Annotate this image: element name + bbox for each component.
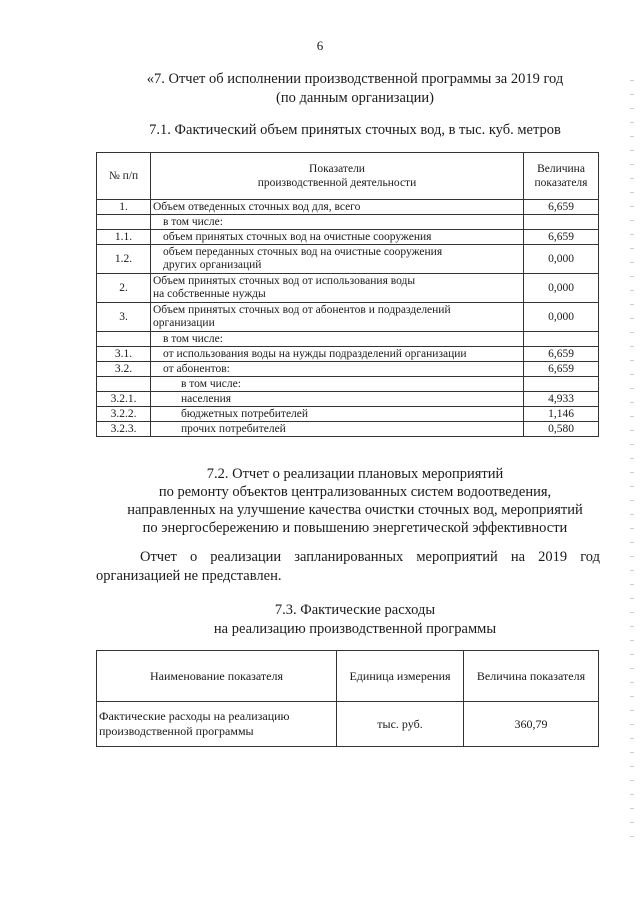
row-num: 3. [97, 303, 151, 332]
row-value: 360,79 [464, 702, 599, 747]
row-value: 6,659 [524, 230, 599, 245]
row-label-line2: других организаций [163, 259, 262, 271]
wastewater-volume-table [96, 152, 599, 437]
row-label: Объем отведенных сточных вод для, всего [151, 200, 524, 215]
row-value: 6,659 [524, 347, 599, 362]
table-row [97, 303, 599, 332]
row-num [97, 377, 151, 392]
page-number: 6 [316, 38, 324, 53]
row-label: бюджетных потребителей [151, 407, 524, 422]
table-row [97, 362, 599, 377]
header-value-line1: Величина [537, 163, 585, 175]
scan-edge-marks [630, 80, 634, 840]
header-value: Величина показателя [464, 651, 599, 702]
table-row [97, 347, 599, 362]
row-value: 0,000 [524, 245, 599, 274]
row-label: населения [151, 392, 524, 407]
section-71-title: 7.1. Фактический объем принятых сточных вод, в тыс. куб. метров [149, 122, 561, 138]
table-row [97, 332, 599, 347]
section-73-line1: 7.3. Фактические расходы [274, 602, 436, 618]
main-heading-line2: (по данным организации) [275, 90, 434, 106]
row-unit: тыс. руб. [337, 702, 464, 747]
row-label-line1: объем переданных сточных вод на очистные сооружения [163, 246, 443, 258]
row-num: 3.2.1. [97, 392, 151, 407]
row-label: объем принятых сточных вод на очистные сооружения [151, 230, 524, 245]
row-num [97, 332, 151, 347]
table-row [97, 245, 599, 274]
row-num: 1.2. [97, 245, 151, 274]
row-label: в том числе: [151, 332, 524, 347]
row-label [151, 245, 524, 274]
table-row [97, 377, 599, 392]
header-value-line2: показателя [534, 177, 588, 189]
row-label: от использования воды на нужды подразделений организации [151, 347, 524, 362]
section-72-line2: по ремонту объектов централизованных систем водоотведения, [158, 484, 552, 500]
row-name-line1: Фактические расходы на реализацию [99, 709, 290, 723]
row-label-line2: организации [153, 317, 215, 329]
header-name: Наименование показателя [97, 651, 337, 702]
row-num: 2. [97, 274, 151, 303]
row-label [151, 274, 524, 303]
row-num: 1. [97, 200, 151, 215]
table-row [97, 407, 599, 422]
report-line1: Отчет о реализации запланированных мероприятий на 2019 год [140, 549, 600, 565]
header-indicator-line2: производственной деятельности [257, 177, 417, 189]
table-row [97, 392, 599, 407]
table-header-row [97, 651, 599, 702]
row-label: в том числе: [151, 377, 524, 392]
row-value: 1,146 [524, 407, 599, 422]
row-num: 3.1. [97, 347, 151, 362]
main-heading-line1: «7. Отчет об исполнении производственной программы за 2019 год [146, 71, 564, 87]
row-value [524, 332, 599, 347]
table-row [97, 274, 599, 303]
row-label-line1: Объем принятых сточных вод от абонентов и подразделений [153, 304, 451, 316]
row-label: прочих потребителей [151, 422, 524, 437]
header-unit: Единица измерения [337, 651, 464, 702]
section-73-line2: на реализацию производственной программы [213, 621, 497, 637]
table-row [97, 702, 599, 747]
report-line2: организацией не представлен. [96, 568, 282, 584]
row-label [151, 303, 524, 332]
row-label-line2: на собственные нужды [153, 288, 266, 300]
section-72-line3: направленных на улучшение качества очистки сточных вод, мероприятий [127, 502, 583, 518]
table-row [97, 215, 599, 230]
header-indicator [151, 153, 524, 200]
expenses-table [96, 650, 599, 747]
row-num: 3.2.2. [97, 407, 151, 422]
header-num: № п/п [97, 153, 151, 200]
report-paragraph [96, 548, 600, 586]
section-72-line1: 7.2. Отчет о реализации плановых мероприятий [206, 466, 504, 482]
row-value: 6,659 [524, 362, 599, 377]
main-heading [95, 70, 615, 108]
row-value: 4,933 [524, 392, 599, 407]
row-value [524, 377, 599, 392]
table-row [97, 200, 599, 215]
section-73-title [95, 601, 615, 639]
row-name [97, 702, 337, 747]
row-value: 0,580 [524, 422, 599, 437]
row-label: в том числе: [151, 215, 524, 230]
row-value: 0,000 [524, 274, 599, 303]
header-value [524, 153, 599, 200]
row-value: 0,000 [524, 303, 599, 332]
table-row [97, 230, 599, 245]
section-72-line4: по энергосбережению и повышению энергетической эффективности [142, 520, 568, 536]
row-name-line2: производственной программы [99, 724, 254, 738]
section-72-title [95, 465, 615, 537]
table-row [97, 422, 599, 437]
row-value: 6,659 [524, 200, 599, 215]
table-header-row [97, 153, 599, 200]
row-label: от абонентов: [151, 362, 524, 377]
row-num: 3.2. [97, 362, 151, 377]
row-value [524, 215, 599, 230]
row-num: 1.1. [97, 230, 151, 245]
row-label-line1: Объем принятых сточных вод от использования воды [153, 275, 416, 287]
row-num: 3.2.3. [97, 422, 151, 437]
row-num [97, 215, 151, 230]
header-indicator-line1: Показатели [309, 163, 365, 175]
